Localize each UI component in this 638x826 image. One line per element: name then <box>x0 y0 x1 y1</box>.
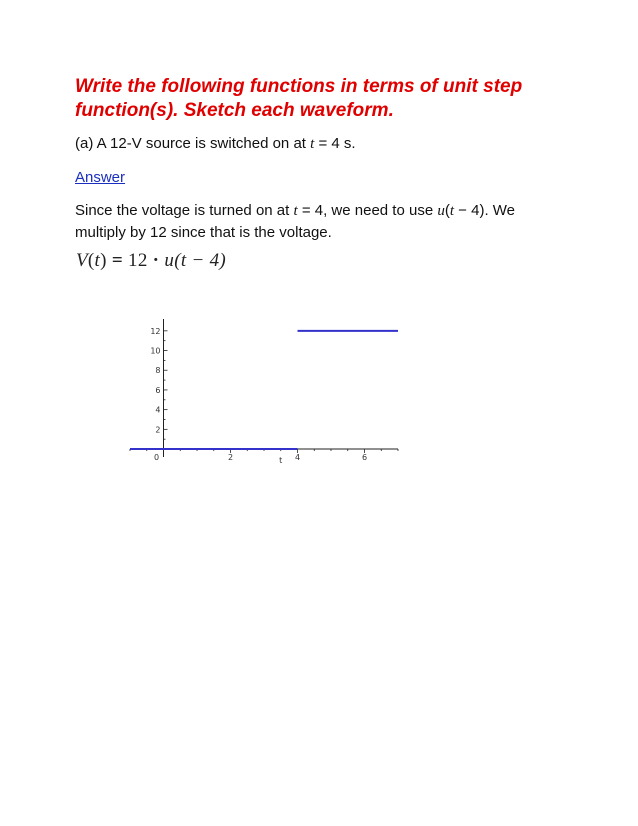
heading-line-1: Write the following functions in terms of unit step <box>75 76 523 97</box>
explanation-text-2: = 4, we need to use <box>297 202 438 219</box>
explanation-variable-1: t <box>293 203 298 219</box>
x-tick-label: 6 <box>361 453 368 463</box>
formula-rhs-function: u <box>164 250 175 271</box>
explanation-text-1: Since the voltage is turned on at <box>75 202 294 219</box>
formula-coefficient: 12 <box>128 250 148 271</box>
formula-dot: · <box>147 250 165 271</box>
part-a-rest: = 4 s. <box>314 135 356 152</box>
formula-lhs-function: V <box>76 250 88 271</box>
explanation-text-4: − 4). We <box>454 202 516 219</box>
y-tick-label: 6 <box>155 385 161 395</box>
part-a-label: (a) A 12-V source is switched on at <box>75 135 311 152</box>
explanation-line-2: multiply by 12 since that is the voltage. <box>75 224 332 241</box>
x-tick-label: 4 <box>294 453 301 463</box>
part-a-variable: t <box>310 136 315 152</box>
y-tick-label: 4 <box>155 405 161 415</box>
y-tick-label: 8 <box>155 366 161 376</box>
y-tick-label: 12 <box>150 326 161 336</box>
formula-equals: = <box>106 250 129 271</box>
explanation-function: u <box>437 203 445 219</box>
explanation-variable-2: t <box>449 203 455 219</box>
explanation-text-3: ( <box>444 202 450 219</box>
x-tick-label: 0 <box>153 453 160 463</box>
formula-lhs-variable: t <box>94 250 101 271</box>
x-tick-label: 2 <box>227 453 234 463</box>
formula-lhs-close: ) <box>100 250 107 271</box>
y-tick-label: 10 <box>150 346 161 356</box>
x-axis-label: t <box>279 456 283 466</box>
y-tick-label: 2 <box>155 425 161 435</box>
answer-link[interactable]: Answer <box>75 169 126 186</box>
formula-rhs-argument: (t − 4) <box>174 250 227 271</box>
heading-line-2: function(s). Sketch each waveform. <box>75 100 394 121</box>
formula-lhs-open: ( <box>87 250 95 271</box>
